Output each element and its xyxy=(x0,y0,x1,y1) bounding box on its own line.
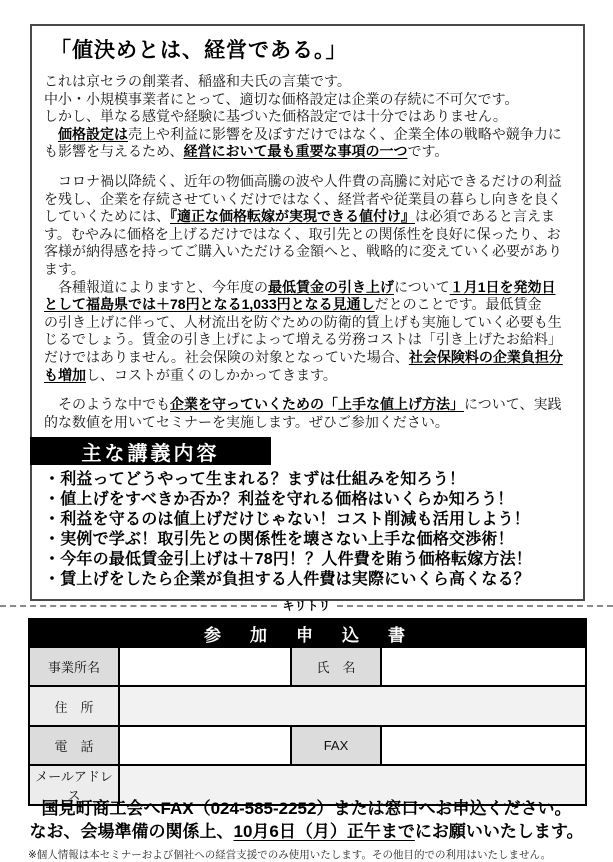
article-block xyxy=(44,73,577,161)
form-field-address xyxy=(119,686,586,726)
article-line: として福島県では＋78円となる1,033円となる見通しだとのことです。最低賃金 xyxy=(44,296,542,313)
cut-line-dash-left xyxy=(0,605,277,607)
lecture-bullet: ・今年の最低賃金引上げは＋78円！？人件費を賄う価格転嫁方法！ xyxy=(44,551,532,569)
form-label-email: メールアドレス xyxy=(29,765,119,805)
article-line: だけではありません。社会保険の対象となっていた場合、社会保険料の企業負担分 xyxy=(44,348,563,365)
form-label-phone: 電 話 xyxy=(29,726,119,765)
article-line: 価格設定は売上や利益に影響を及ぼすだけではなく、企業全体の戦略や競争力に xyxy=(58,125,562,142)
footer xyxy=(0,797,613,862)
lecture-bullet: ・利益を守るのは値上げだけじゃない！コスト削減も活用しよう！ xyxy=(44,511,531,529)
cut-line-dash-right xyxy=(337,605,613,607)
article-line: しかし、単なる感覚や経験に基づいた価格設定では十分ではありません。 xyxy=(44,108,507,125)
lecture-bullet: ・賃上げをしたら企業が負担する人件費は実際にいくら高くなる？ xyxy=(44,571,531,589)
page-title: 「値決めとは、経営である。」 xyxy=(50,39,348,62)
footer-line: なお、会場準備の関係上、10月6日（月）正午までにお願いいたします。 xyxy=(29,822,584,841)
lecture-bullet: ・値上げをすべきか否か？利益を守れる価格はいくらか知ろう！ xyxy=(44,491,514,509)
article-line: 中小・小規模事業者にとって、適切な価格設定は企業の存続に不可欠です。 xyxy=(44,90,519,107)
lecture-banner xyxy=(30,437,271,465)
cut-line xyxy=(0,597,613,614)
lecture-bullet: ・実例で学ぶ！取引先との関係性を壊さない上手な価格交渉術！ xyxy=(44,531,514,549)
form-label-business-name: 事業所名 xyxy=(29,647,119,686)
article-line: そのような中でも企業を守っていくための「上手な値上げ方法」について、実践 xyxy=(44,396,562,413)
form-field-phone xyxy=(119,726,291,765)
article-block xyxy=(44,279,577,385)
footer-line: 国見町商工会へFAX（024-585-2252）または窓口へお申込ください。 xyxy=(41,799,572,818)
article-body xyxy=(44,73,577,431)
article-line: コロナ禍以降続く、近年の物価高騰の波や人件費の高騰に対応できるだけの利益 xyxy=(44,172,562,189)
article-line: も増加し、コストが重くのしかかってきます。 xyxy=(44,366,337,383)
article-line: す。むやみに価格を上げるだけではなく、取引先との関係性を良好に保ったり、お xyxy=(44,225,561,242)
form-field-name xyxy=(381,647,586,686)
article-line: していくためには、『適正な価格転嫁が実現できる値付け』は必須であると言えま xyxy=(44,208,555,225)
lecture-banner-label: 主な講義内容 xyxy=(81,442,220,465)
article-block xyxy=(44,173,577,279)
application-form xyxy=(28,618,587,806)
article-line: 的な数値を用いてセミナーを実施します。ぜひご参加ください。 xyxy=(44,413,449,430)
article-line: の引き上げに伴って、人材流出を防ぐための防衛的賃上げも実施していく必要も生 xyxy=(44,313,562,330)
article-line: も影響を与えるため、経営において最も重要な事項の一つです。 xyxy=(44,143,449,160)
form-field-fax xyxy=(381,726,586,765)
privacy-note: ※個人情報は本セミナーおよび個社への経営支援でのみ使用いたします。その他目的での利用はいたしません。 xyxy=(28,849,552,861)
article-line: を残し、企業を存続させていくだけではなく、経営者や従業員の暮らし向きを良く xyxy=(44,190,562,207)
article-line: これは京セラの創業者、稲盛和夫氏の言葉です。 xyxy=(44,73,351,89)
footer-instructions xyxy=(0,797,613,843)
article-line: ます。 xyxy=(44,260,85,277)
form-label-address: 住 所 xyxy=(29,686,119,726)
form-field-business-name xyxy=(119,647,291,686)
article-line: 客様が納得感を持ってご購入いただける金額へと、戦略的に変えていく必要があり xyxy=(44,243,562,260)
form-label-name: 氏 名 xyxy=(291,647,381,686)
article-block xyxy=(44,396,577,431)
cut-line-label: キリトリ xyxy=(282,599,331,613)
article-line: 各種報道によりますと、今年度の最低賃金の引き上げについて１月1日を発効日 xyxy=(44,278,556,295)
form-title: 参 加 申 込 書 xyxy=(29,619,586,647)
form-label-fax: FAX xyxy=(291,726,381,765)
lecture-bullet: ・利益ってどうやって生まれる？まずは仕組みを知ろう！ xyxy=(44,471,466,489)
seminar-info-box xyxy=(30,24,585,601)
article-line: じるでしょう。賃金の引き上げによって増える労務コストは「引き上げたお給料」 xyxy=(44,331,562,348)
lecture-bullet-list xyxy=(44,470,577,590)
